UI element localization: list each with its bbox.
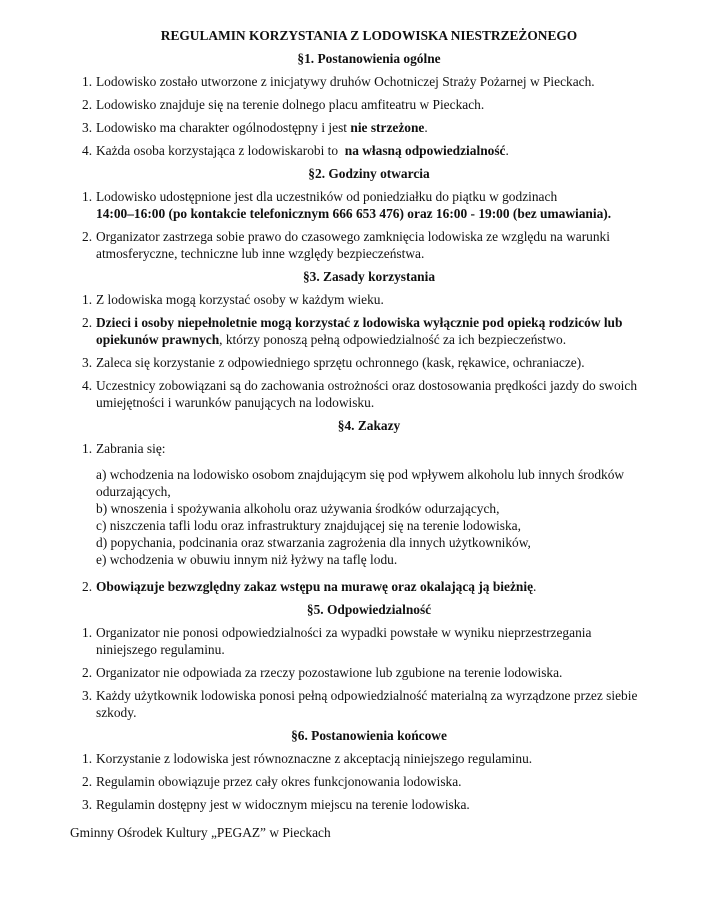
document-footer: Gminny Ośrodek Kultury „PEGAZ” w Pieckach (70, 825, 331, 840)
sub-item: b) wnoszenia i spożywania alkoholu oraz używania środków odurzających, (96, 501, 500, 516)
sub-item: d) popychania, podcinania oraz stwarzania zagrożenia dla innych użytkowników, (96, 535, 531, 550)
list-item: 1. Lodowisko udostępnione jest dla uczestników od poniedziałku do piątku w godzinach 14:00–16:00 (po kontakcie telefonicznym 666 653 476) oraz 16:00 - 19:00 (bez umawiania). (82, 189, 612, 221)
section-heading: §5. Odpowiedzialność (306, 602, 432, 617)
list-item: 1. Organizator nie ponosi odpowiedzialności za wypadki powstałe w wyniku nieprzestrzegania niniejszego regulaminu. (82, 625, 592, 657)
regulations-document (0, 27, 720, 813)
section-final-provisions (0, 727, 720, 813)
section-heading: §3. Zasady korzystania (302, 269, 436, 284)
list-item: 2. Organizator zastrzega sobie prawo do czasowego zamknięcia lodowiska ze względu na warunki atmosferyczne, techniczne lub inne względy bezpieczeństwa. (82, 229, 610, 261)
section-heading: §6. Postanowienia końcowe (291, 728, 447, 743)
sub-item: c) niszczenia tafli lodu oraz infrastruktury znajdującej się na terenie lodowiska, (96, 518, 521, 533)
list-item: 4. Każda osoba korzystająca z lodowiskarobi to na własną odpowiedzialność. (82, 143, 509, 158)
list-item: 3. Zaleca się korzystanie z odpowiedniego sprzętu ochronnego (kask, rękawice, ochraniacze). (82, 355, 585, 370)
section-liability (0, 601, 720, 721)
opening-hours: 14:00–16:00 (po kontakcie telefonicznym 666 653 476) oraz 16:00 - 19:00 (bez umawiania). (96, 206, 612, 221)
list-item: 2. Lodowisko znajduje się na terenie dolnego placu amfiteatru w Pieckach. (82, 97, 485, 112)
list-item: 1. Korzystanie z lodowiska jest równoznaczne z akceptacją niniejszego regulaminu. (82, 751, 533, 766)
section-rules-of-use (0, 268, 720, 411)
list-item: 1. Lodowisko zostało utworzone z inicjatywy druhów Ochotniczej Straży Pożarnej w Pieckach. (82, 74, 595, 89)
list-item: 3. Każdy użytkownik lodowiska ponosi pełną odpowiedzialność materialną za wyrządzone przez siebie szkody. (82, 688, 638, 720)
list-item: 4. Uczestnicy zobowiązani są do zachowania ostrożności oraz dostosowania prędkości jazdy do swoich umiejętności i warunków panujących na lodowisku. (82, 378, 638, 410)
section-heading: §1. Postanowienia ogólne (297, 51, 441, 66)
list-item: 1. Zabrania się: (82, 441, 166, 456)
sub-item: e) wchodzenia w obuwiu innym niż łyżwy na taflę lodu. (96, 552, 398, 567)
list-item: 3. Lodowisko ma charakter ogólnodostępny i jest nie strzeżone. (82, 120, 428, 135)
list-item: 3. Regulamin dostępny jest w widocznym miejscu na terenie lodowiska. (82, 797, 470, 812)
sub-item: a) wchodzenia na lodowisko osobom znajdującym się pod wpływem alkoholu lub innych środków odurzających, (96, 467, 625, 499)
prohibition-sublist (0, 466, 720, 568)
document-title: REGULAMIN KORZYSTANIA Z LODOWISKA NIESTRZEŻONEGO (160, 28, 578, 43)
section-heading: §2. Godziny otwarcia (308, 166, 430, 181)
section-heading: §4. Zakazy (337, 418, 401, 433)
list-item: 1. Z lodowiska mogą korzystać osoby w każdym wieku. (82, 292, 384, 307)
list-item: 2. Obowiązuje bezwzględny zakaz wstępu na murawę oraz okalającą ją bieżnię. (82, 579, 537, 594)
section-general-provisions (0, 50, 720, 159)
section-opening-hours (0, 165, 720, 262)
list-item: 2. Organizator nie odpowiada za rzeczy pozostawione lub zgubione na terenie lodowiska. (82, 665, 563, 680)
list-item: 2. Regulamin obowiązuje przez cały okres funkcjonowania lodowiska. (82, 774, 462, 789)
list-item: 2. Dzieci i osoby niepełnoletnie mogą korzystać z lodowiska wyłącznie pod opieką rodziców lub opiekunów prawnych, którzy ponoszą pełną odpowiedzialność za ich bezpieczeństwo. (82, 315, 623, 347)
section-prohibitions (0, 417, 720, 595)
